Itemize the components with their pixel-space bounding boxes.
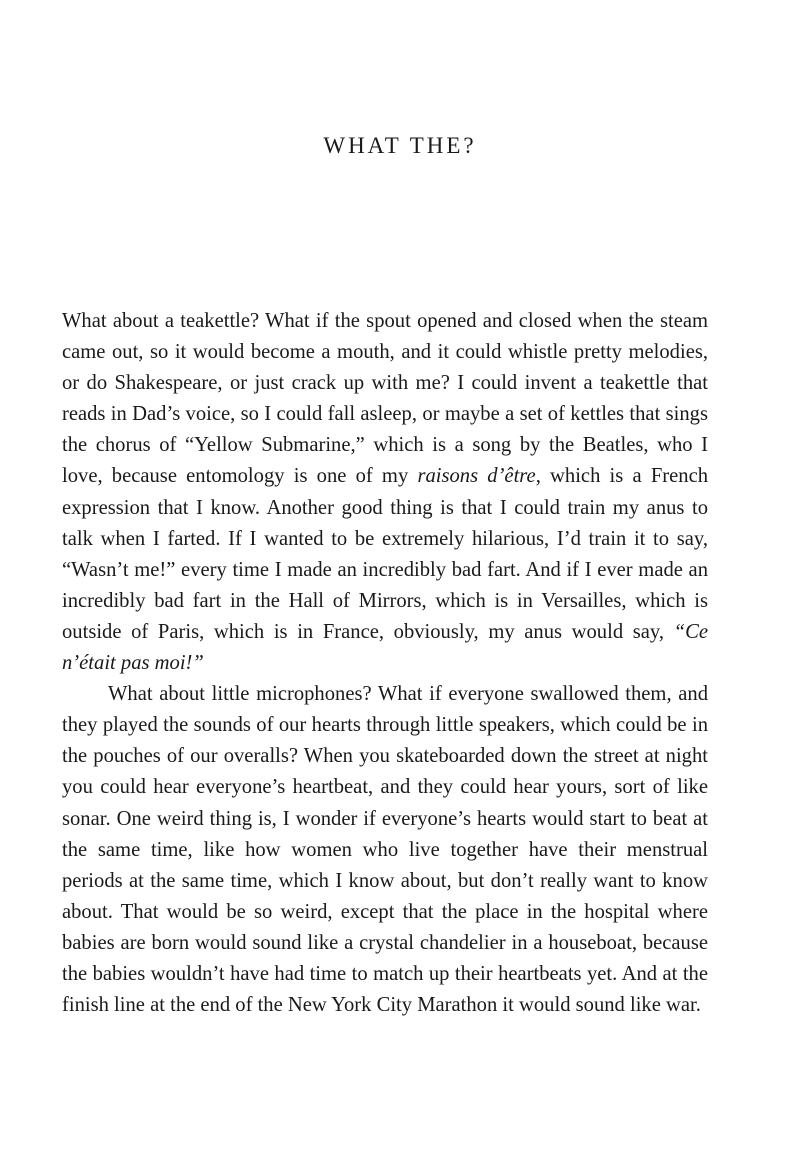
paragraph-1-part-2: , which is a French expression that I know. Another good thing is that I could train my anus to talk when I farted. If I wanted to be extremely hilarious, I’d train it to say, “Wasn’t me!” every time I made an incredibly bad fart. And if I ever made an incredibly bad fart in the Hall of Mirrors, which is in Versailles, which is outside of Paris, which is in France, obviously, my anus would say, [62, 465, 709, 643]
french-phrase-raisons-detre: raisons d’être [417, 465, 536, 488]
paragraph-1 [62, 306, 708, 679]
paragraph-1-part-1: What about a teakettle? What if the spout opened and closed when the steam came out, so it would become a mouth, and it could whistle pretty melodies, or do Shakespeare, or just crack up with me? I could invent a teakettle that reads in Dad’s voice, so I could fall asleep, or maybe a set of kettles that sings the chorus of “Yellow Submarine,” which is a song by the Beatles, who I love, because entomology is one of my [62, 310, 708, 488]
body-text [62, 306, 708, 1021]
paragraph-2: What about little microphones? What if everyone swallowed them, and they played the sounds of our hearts through little speakers, which could be in the pouches of our overalls? When you skateboarded down the street at night you could hear everyone’s heartbeat, and they could hear yours, sort of like sonar. One weird thing is, I wonder if everyone’s hearts would start to beat at the same time, like how women who live together have their menstrual periods at the same time, which I know about, but don’t really want to know about. That would be so weird, except that the place in the hospital where babies are born would sound like a crystal chandelier in a houseboat, because the babies wouldn’t have had time to match up their heartbeats yet. And at the finish line at the end of the New York City Marathon it would sound like war. [62, 683, 708, 1017]
french-quote-ce-netait-pas-moi: “Ce n’était pas moi!” [62, 620, 708, 675]
chapter-title: WHAT THE? [323, 133, 477, 158]
